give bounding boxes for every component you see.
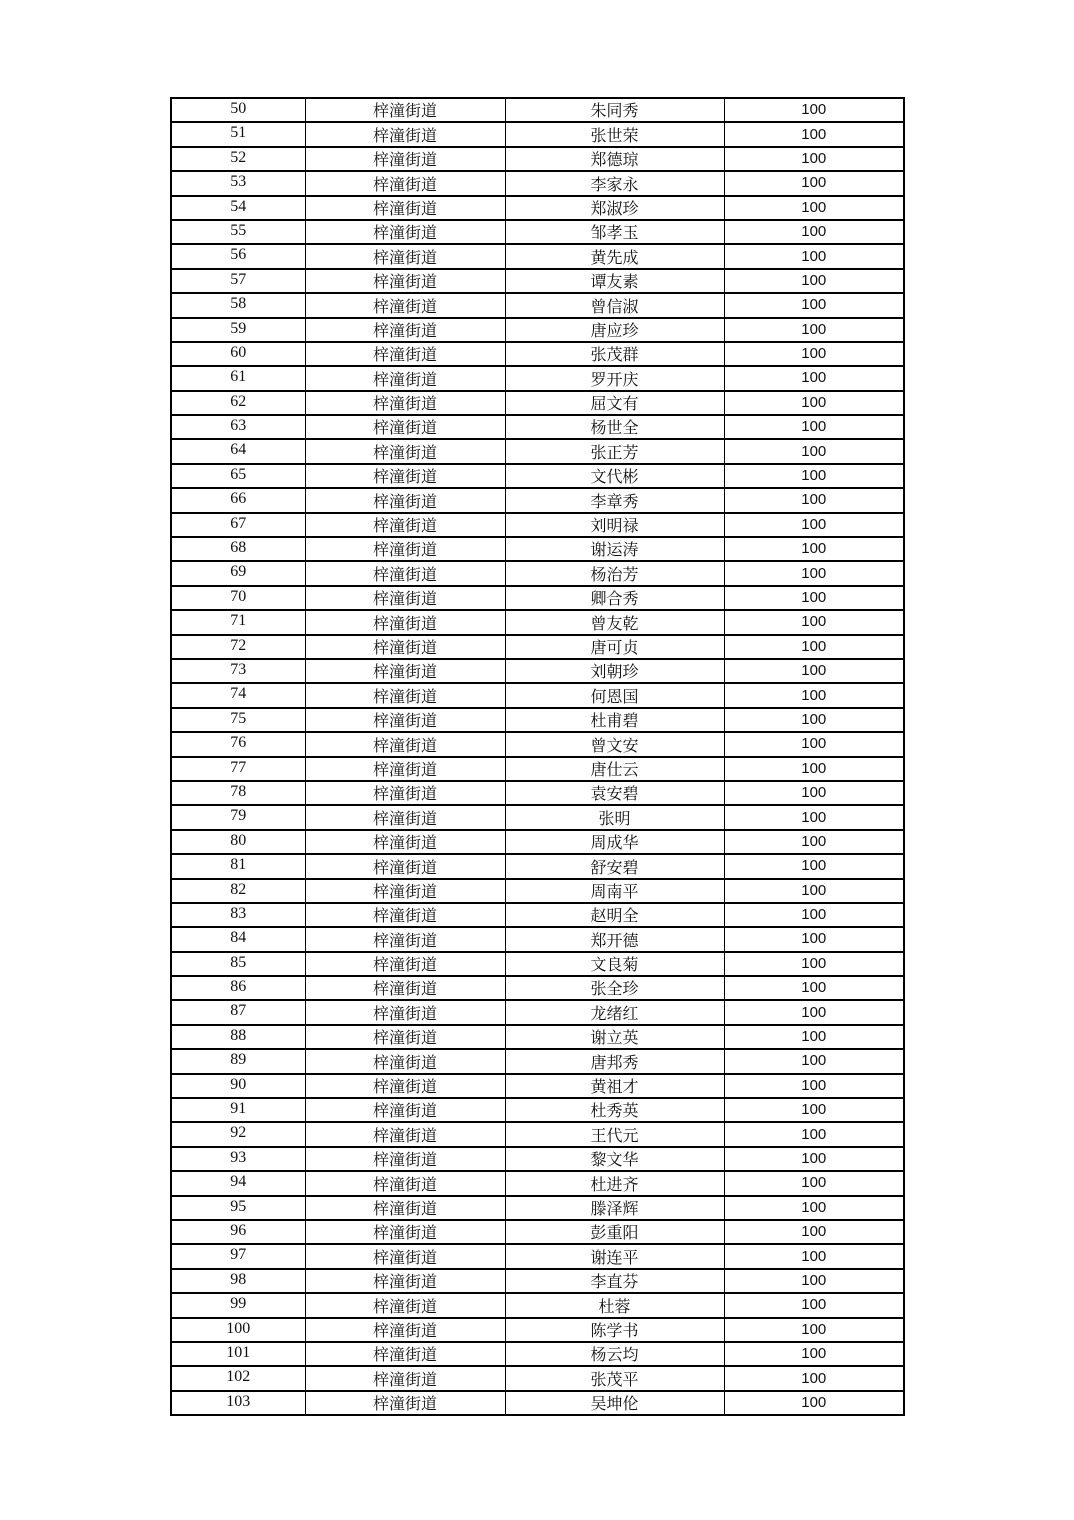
row-number-cell: 57: [171, 269, 305, 293]
row-number-cell: 75: [171, 708, 305, 732]
table-row: [171, 732, 904, 756]
amount-cell: 100: [724, 952, 904, 976]
table-row: [171, 391, 904, 415]
name-cell: 彭重阳: [505, 1220, 724, 1244]
amount-cell: 100: [724, 732, 904, 756]
table-row: [171, 952, 904, 976]
name-cell: 吴坤伦: [505, 1391, 724, 1415]
table-row: [171, 1293, 904, 1317]
street-cell: 梓潼街道: [305, 439, 505, 463]
table-row: [171, 976, 904, 1000]
recipient-table: [170, 97, 905, 1416]
street-cell: 梓潼街道: [305, 1049, 505, 1073]
street-cell: 梓潼街道: [305, 293, 505, 317]
street-cell: 梓潼街道: [305, 244, 505, 268]
amount-cell: 100: [724, 805, 904, 829]
table-row: [171, 1049, 904, 1073]
table-row: [171, 1171, 904, 1195]
row-number-cell: 84: [171, 927, 305, 951]
street-cell: 梓潼街道: [305, 1244, 505, 1268]
table-row: [171, 561, 904, 585]
amount-cell: 100: [724, 1244, 904, 1268]
amount-cell: 100: [724, 196, 904, 220]
table-row: [171, 1098, 904, 1122]
street-cell: 梓潼街道: [305, 464, 505, 488]
amount-cell: 100: [724, 1342, 904, 1366]
table-row: [171, 220, 904, 244]
row-number-cell: 63: [171, 415, 305, 439]
amount-cell: 100: [724, 708, 904, 732]
amount-cell: 100: [724, 293, 904, 317]
row-number-cell: 101: [171, 1342, 305, 1366]
row-number-cell: 77: [171, 757, 305, 781]
street-cell: 梓潼街道: [305, 1342, 505, 1366]
row-number-cell: 52: [171, 147, 305, 171]
name-cell: 张世荣: [505, 122, 724, 146]
table-row: [171, 196, 904, 220]
table-row: [171, 98, 904, 122]
street-cell: 梓潼街道: [305, 586, 505, 610]
table-row: [171, 903, 904, 927]
street-cell: 梓潼街道: [305, 391, 505, 415]
table-row: [171, 805, 904, 829]
amount-cell: 100: [724, 1025, 904, 1049]
amount-cell: 100: [724, 879, 904, 903]
table-row: [171, 269, 904, 293]
street-cell: 梓潼街道: [305, 1074, 505, 1098]
amount-cell: 100: [724, 1366, 904, 1390]
name-cell: 曾友乾: [505, 610, 724, 634]
name-cell: 朱同秀: [505, 98, 724, 122]
table-row: [171, 464, 904, 488]
name-cell: 文代彬: [505, 464, 724, 488]
amount-cell: 100: [724, 1318, 904, 1342]
table-row: [171, 171, 904, 195]
row-number-cell: 56: [171, 244, 305, 268]
table-row: [171, 854, 904, 878]
name-cell: 杜蓉: [505, 1293, 724, 1317]
street-cell: 梓潼街道: [305, 1147, 505, 1171]
table-row: [171, 1196, 904, 1220]
street-cell: 梓潼街道: [305, 879, 505, 903]
name-cell: 李家永: [505, 171, 724, 195]
name-cell: 谢运涛: [505, 537, 724, 561]
amount-cell: 100: [724, 342, 904, 366]
row-number-cell: 92: [171, 1122, 305, 1146]
table-row: [171, 757, 904, 781]
name-cell: 张正芳: [505, 439, 724, 463]
street-cell: 梓潼街道: [305, 732, 505, 756]
street-cell: 梓潼街道: [305, 1269, 505, 1293]
street-cell: 梓潼街道: [305, 513, 505, 537]
name-cell: 张茂群: [505, 342, 724, 366]
amount-cell: 100: [724, 1293, 904, 1317]
row-number-cell: 94: [171, 1171, 305, 1195]
street-cell: 梓潼街道: [305, 1196, 505, 1220]
row-number-cell: 85: [171, 952, 305, 976]
amount-cell: 100: [724, 464, 904, 488]
table-row: [171, 513, 904, 537]
amount-cell: 100: [724, 586, 904, 610]
amount-cell: 100: [724, 903, 904, 927]
row-number-cell: 66: [171, 488, 305, 512]
row-number-cell: 64: [171, 439, 305, 463]
row-number-cell: 78: [171, 781, 305, 805]
street-cell: 梓潼街道: [305, 122, 505, 146]
street-cell: 梓潼街道: [305, 635, 505, 659]
table-row: [171, 342, 904, 366]
street-cell: 梓潼街道: [305, 1000, 505, 1024]
amount-cell: 100: [724, 854, 904, 878]
row-number-cell: 100: [171, 1318, 305, 1342]
name-cell: 何恩国: [505, 683, 724, 707]
name-cell: 杜秀英: [505, 1098, 724, 1122]
name-cell: 龙绪红: [505, 1000, 724, 1024]
table-row: [171, 537, 904, 561]
amount-cell: 100: [724, 318, 904, 342]
name-cell: 唐仕云: [505, 757, 724, 781]
amount-cell: 100: [724, 391, 904, 415]
amount-cell: 100: [724, 1098, 904, 1122]
name-cell: 郑德琼: [505, 147, 724, 171]
amount-cell: 100: [724, 1220, 904, 1244]
table-row: [171, 659, 904, 683]
amount-cell: 100: [724, 537, 904, 561]
row-number-cell: 68: [171, 537, 305, 561]
amount-cell: 100: [724, 976, 904, 1000]
name-cell: 唐可贞: [505, 635, 724, 659]
row-number-cell: 103: [171, 1391, 305, 1415]
name-cell: 谭友素: [505, 269, 724, 293]
amount-cell: 100: [724, 781, 904, 805]
table-row: [171, 244, 904, 268]
amount-cell: 100: [724, 610, 904, 634]
name-cell: 王代元: [505, 1122, 724, 1146]
amount-cell: 100: [724, 1171, 904, 1195]
amount-cell: 100: [724, 98, 904, 122]
street-cell: 梓潼街道: [305, 488, 505, 512]
name-cell: 唐应珍: [505, 318, 724, 342]
row-number-cell: 73: [171, 659, 305, 683]
table-row: [171, 1366, 904, 1390]
table-row: [171, 610, 904, 634]
street-cell: 梓潼街道: [305, 854, 505, 878]
name-cell: 黄先成: [505, 244, 724, 268]
table-row: [171, 147, 904, 171]
name-cell: 李直芬: [505, 1269, 724, 1293]
name-cell: 张茂平: [505, 1366, 724, 1390]
amount-cell: 100: [724, 1196, 904, 1220]
table-row: [171, 318, 904, 342]
amount-cell: 100: [724, 513, 904, 537]
amount-cell: 100: [724, 1147, 904, 1171]
name-cell: 杨治芳: [505, 561, 724, 585]
amount-cell: 100: [724, 927, 904, 951]
row-number-cell: 70: [171, 586, 305, 610]
table-row: [171, 927, 904, 951]
name-cell: 黄祖才: [505, 1074, 724, 1098]
street-cell: 梓潼街道: [305, 781, 505, 805]
name-cell: 郑淑珍: [505, 196, 724, 220]
street-cell: 梓潼街道: [305, 610, 505, 634]
row-number-cell: 95: [171, 1196, 305, 1220]
name-cell: 刘朝珍: [505, 659, 724, 683]
street-cell: 梓潼街道: [305, 903, 505, 927]
row-number-cell: 90: [171, 1074, 305, 1098]
row-number-cell: 65: [171, 464, 305, 488]
amount-cell: 100: [724, 269, 904, 293]
table-row: [171, 293, 904, 317]
name-cell: 曾信淑: [505, 293, 724, 317]
name-cell: 卿合秀: [505, 586, 724, 610]
street-cell: 梓潼街道: [305, 220, 505, 244]
street-cell: 梓潼街道: [305, 708, 505, 732]
street-cell: 梓潼街道: [305, 927, 505, 951]
table-row: [171, 1122, 904, 1146]
street-cell: 梓潼街道: [305, 757, 505, 781]
name-cell: 谢连平: [505, 1244, 724, 1268]
amount-cell: 100: [724, 1269, 904, 1293]
name-cell: 罗开庆: [505, 366, 724, 390]
table-row: [171, 439, 904, 463]
street-cell: 梓潼街道: [305, 952, 505, 976]
name-cell: 邹孝玉: [505, 220, 724, 244]
name-cell: 杜进齐: [505, 1171, 724, 1195]
street-cell: 梓潼街道: [305, 196, 505, 220]
row-number-cell: 81: [171, 854, 305, 878]
row-number-cell: 71: [171, 610, 305, 634]
row-number-cell: 89: [171, 1049, 305, 1073]
street-cell: 梓潼街道: [305, 976, 505, 1000]
amount-cell: 100: [724, 488, 904, 512]
name-cell: 舒安碧: [505, 854, 724, 878]
row-number-cell: 83: [171, 903, 305, 927]
table-row: [171, 635, 904, 659]
street-cell: 梓潼街道: [305, 98, 505, 122]
amount-cell: 100: [724, 830, 904, 854]
amount-cell: 100: [724, 1074, 904, 1098]
amount-cell: 100: [724, 757, 904, 781]
amount-cell: 100: [724, 635, 904, 659]
row-number-cell: 82: [171, 879, 305, 903]
row-number-cell: 61: [171, 366, 305, 390]
street-cell: 梓潼街道: [305, 1025, 505, 1049]
street-cell: 梓潼街道: [305, 1366, 505, 1390]
amount-cell: 100: [724, 244, 904, 268]
row-number-cell: 97: [171, 1244, 305, 1268]
row-number-cell: 93: [171, 1147, 305, 1171]
name-cell: 谢立英: [505, 1025, 724, 1049]
table-body: [171, 98, 904, 1415]
amount-cell: 100: [724, 366, 904, 390]
street-cell: 梓潼街道: [305, 1122, 505, 1146]
street-cell: 梓潼街道: [305, 1391, 505, 1415]
amount-cell: 100: [724, 1122, 904, 1146]
row-number-cell: 59: [171, 318, 305, 342]
amount-cell: 100: [724, 1049, 904, 1073]
name-cell: 黎文华: [505, 1147, 724, 1171]
street-cell: 梓潼街道: [305, 415, 505, 439]
name-cell: 陈学书: [505, 1318, 724, 1342]
table-row: [171, 1391, 904, 1415]
table-row: [171, 415, 904, 439]
table-row: [171, 1244, 904, 1268]
name-cell: 郑开德: [505, 927, 724, 951]
row-number-cell: 58: [171, 293, 305, 317]
name-cell: 杜甫碧: [505, 708, 724, 732]
amount-cell: 100: [724, 683, 904, 707]
name-cell: 袁安碧: [505, 781, 724, 805]
table-row: [171, 366, 904, 390]
amount-cell: 100: [724, 147, 904, 171]
row-number-cell: 91: [171, 1098, 305, 1122]
name-cell: 赵明全: [505, 903, 724, 927]
street-cell: 梓潼街道: [305, 342, 505, 366]
street-cell: 梓潼街道: [305, 683, 505, 707]
street-cell: 梓潼街道: [305, 830, 505, 854]
row-number-cell: 67: [171, 513, 305, 537]
row-number-cell: 98: [171, 1269, 305, 1293]
street-cell: 梓潼街道: [305, 318, 505, 342]
row-number-cell: 55: [171, 220, 305, 244]
table-row: [171, 879, 904, 903]
street-cell: 梓潼街道: [305, 269, 505, 293]
street-cell: 梓潼街道: [305, 366, 505, 390]
name-cell: 屈文有: [505, 391, 724, 415]
table-row: [171, 1000, 904, 1024]
row-number-cell: 86: [171, 976, 305, 1000]
street-cell: 梓潼街道: [305, 659, 505, 683]
street-cell: 梓潼街道: [305, 1318, 505, 1342]
name-cell: 李章秀: [505, 488, 724, 512]
street-cell: 梓潼街道: [305, 1220, 505, 1244]
table-row: [171, 1269, 904, 1293]
street-cell: 梓潼街道: [305, 1293, 505, 1317]
row-number-cell: 76: [171, 732, 305, 756]
row-number-cell: 69: [171, 561, 305, 585]
amount-cell: 100: [724, 122, 904, 146]
table-row: [171, 1025, 904, 1049]
name-cell: 周成华: [505, 830, 724, 854]
amount-cell: 100: [724, 415, 904, 439]
row-number-cell: 87: [171, 1000, 305, 1024]
row-number-cell: 80: [171, 830, 305, 854]
row-number-cell: 54: [171, 196, 305, 220]
row-number-cell: 102: [171, 1366, 305, 1390]
row-number-cell: 72: [171, 635, 305, 659]
table-row: [171, 1147, 904, 1171]
table-row: [171, 586, 904, 610]
amount-cell: 100: [724, 1000, 904, 1024]
name-cell: 文良菊: [505, 952, 724, 976]
row-number-cell: 62: [171, 391, 305, 415]
street-cell: 梓潼街道: [305, 561, 505, 585]
row-number-cell: 60: [171, 342, 305, 366]
table-row: [171, 1220, 904, 1244]
table-row: [171, 830, 904, 854]
table-row: [171, 1318, 904, 1342]
amount-cell: 100: [724, 439, 904, 463]
street-cell: 梓潼街道: [305, 147, 505, 171]
name-cell: 滕泽辉: [505, 1196, 724, 1220]
row-number-cell: 53: [171, 171, 305, 195]
name-cell: 张明: [505, 805, 724, 829]
table-row: [171, 122, 904, 146]
amount-cell: 100: [724, 220, 904, 244]
street-cell: 梓潼街道: [305, 1098, 505, 1122]
amount-cell: 100: [724, 171, 904, 195]
name-cell: 曾文安: [505, 732, 724, 756]
row-number-cell: 74: [171, 683, 305, 707]
table-row: [171, 488, 904, 512]
table-row: [171, 781, 904, 805]
name-cell: 刘明禄: [505, 513, 724, 537]
amount-cell: 100: [724, 561, 904, 585]
street-cell: 梓潼街道: [305, 171, 505, 195]
row-number-cell: 50: [171, 98, 305, 122]
amount-cell: 100: [724, 659, 904, 683]
row-number-cell: 96: [171, 1220, 305, 1244]
name-cell: 唐邦秀: [505, 1049, 724, 1073]
row-number-cell: 51: [171, 122, 305, 146]
street-cell: 梓潼街道: [305, 537, 505, 561]
street-cell: 梓潼街道: [305, 1171, 505, 1195]
name-cell: 杨世全: [505, 415, 724, 439]
name-cell: 杨云均: [505, 1342, 724, 1366]
table-row: [171, 1074, 904, 1098]
table-row: [171, 708, 904, 732]
street-cell: 梓潼街道: [305, 805, 505, 829]
row-number-cell: 88: [171, 1025, 305, 1049]
amount-cell: 100: [724, 1391, 904, 1415]
name-cell: 张全珍: [505, 976, 724, 1000]
row-number-cell: 99: [171, 1293, 305, 1317]
table-row: [171, 1342, 904, 1366]
name-cell: 周南平: [505, 879, 724, 903]
table-row: [171, 683, 904, 707]
row-number-cell: 79: [171, 805, 305, 829]
